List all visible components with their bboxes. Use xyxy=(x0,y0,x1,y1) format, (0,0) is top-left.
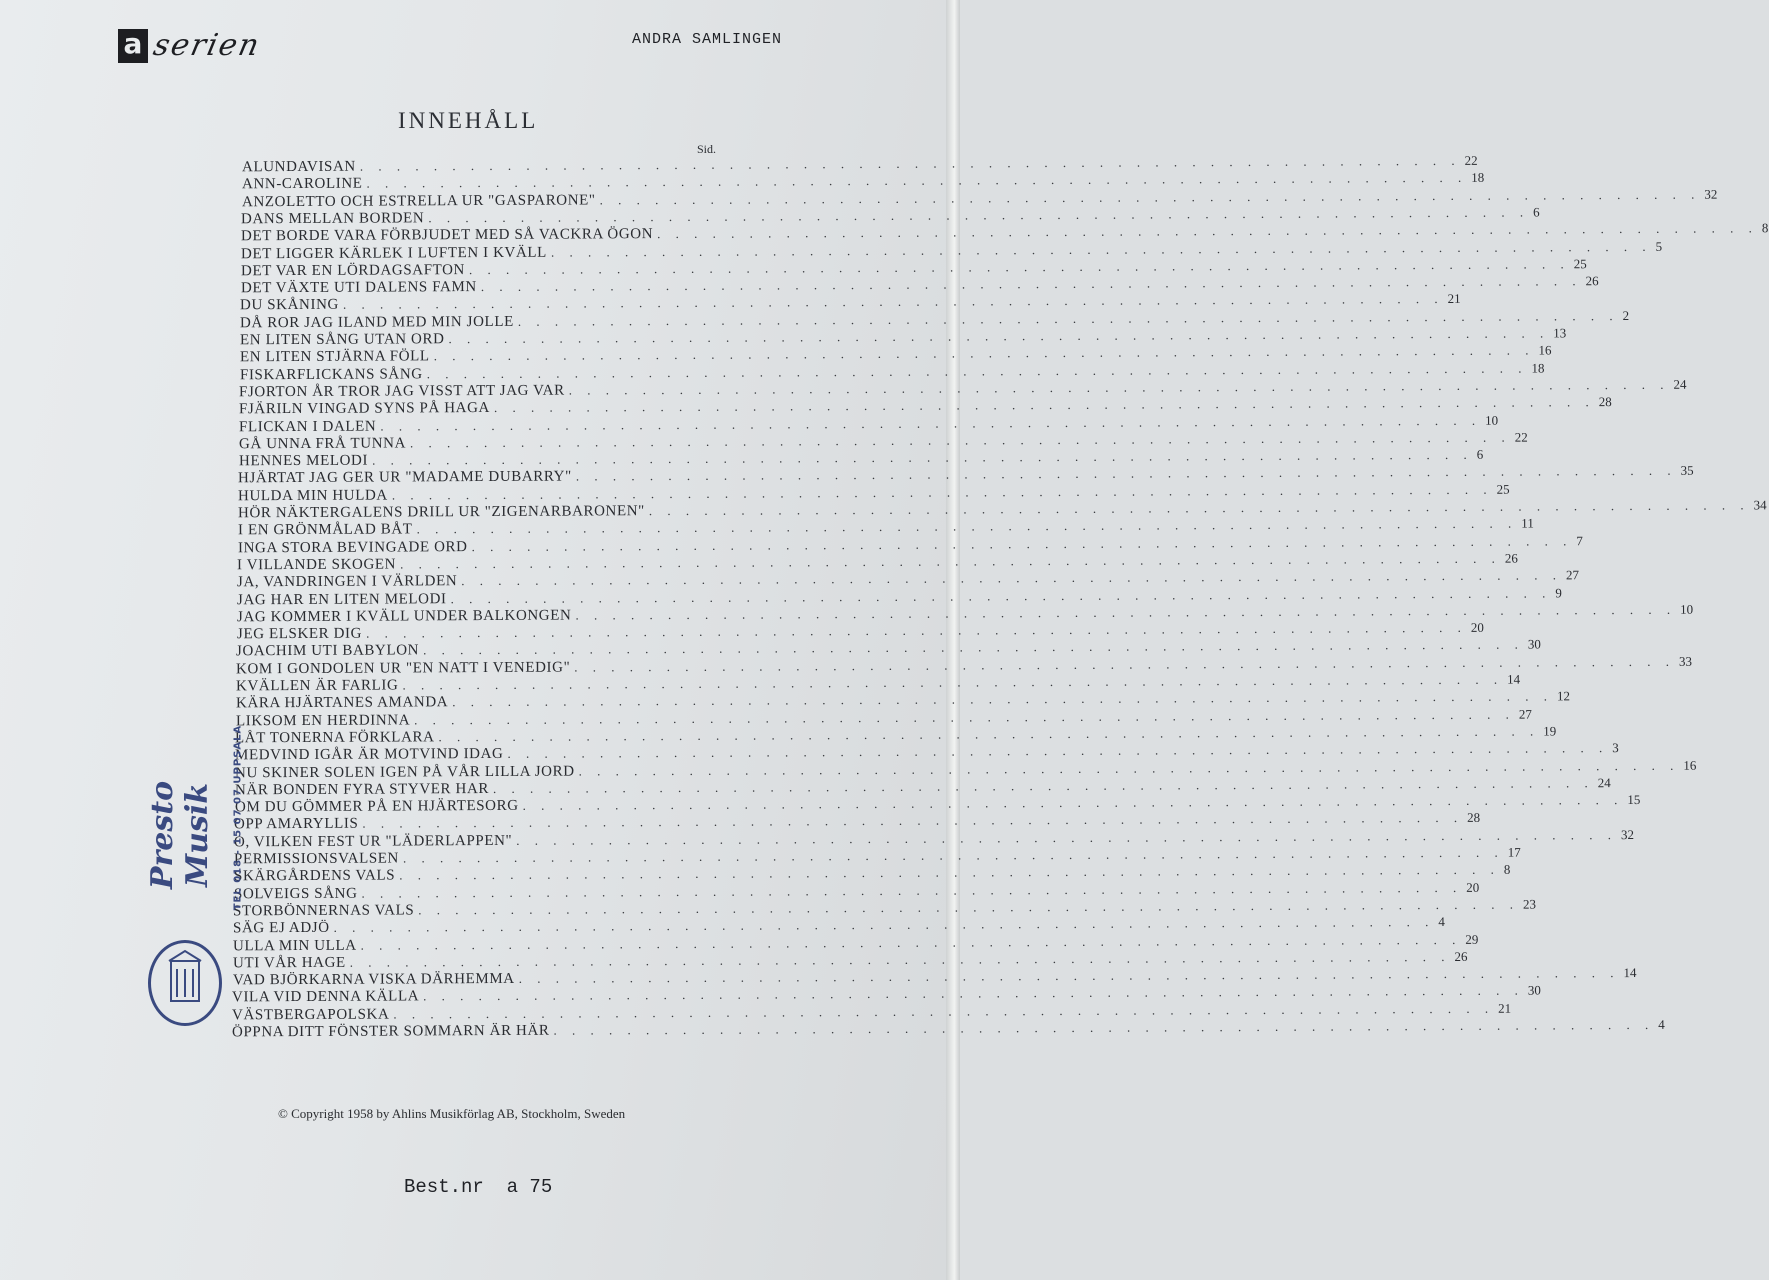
toc-entry xyxy=(241,152,1478,176)
toc-entry xyxy=(232,965,1637,989)
toc-entry-title: DET VAR EN LÖRDAGSAFTON xyxy=(240,261,465,280)
toc-entry-title: DET BORDE VARA FÖRBJUDET MED SÅ VACKRA ÖGON xyxy=(241,226,654,245)
toc-entry-title: LIKSOM EN HERDINNA xyxy=(235,712,410,729)
toc-dot-leader: . . . . . . . . . . . . . . . . . . . . . . . . . . . . . . . . . . . . . . . . . . . . . . . . . . . . . . . . . . . . xyxy=(480,273,1582,295)
toc-entry-page: 20 xyxy=(1465,879,1479,895)
toc-dot-leader: . . . . . . . . . . . . . . . . . . . . . . . . . . . . . . . . . . . . . . . . . . . . . . . . . . . . . . . . . . . . xyxy=(400,550,1502,572)
toc-entry xyxy=(235,723,1557,747)
toc-entry xyxy=(232,931,1479,954)
toc-entry-title: VILA VID DENNA KÄLLA xyxy=(232,988,420,1006)
toc-entry xyxy=(235,671,1521,695)
toc-entry xyxy=(239,342,1552,366)
toc-entry-title: JA, VANDRINGEN I VÄRLDEN xyxy=(237,573,458,591)
toc-dot-leader: . . . . . . . . . . . . . . . . . . . . . . . . . . . . . . . . . . . . . . . . . . . . . . . . . . . . . . . . . . . . xyxy=(507,740,1609,762)
toc-entry xyxy=(234,757,1697,781)
toc-entry xyxy=(240,291,1462,314)
toc-entry-title: OPP AMARYLLIS xyxy=(234,816,359,833)
toc-entry-title: SÄG EJ ADJÖ xyxy=(233,920,330,937)
toc-entry-page: 6 xyxy=(1533,204,1540,220)
toc-dot-leader: . . . . . . . . . . . . . . . . . . . . . . . . . . . . . . . . . . . . . . . . . . . . . . . . . . . . . . . . . . . . xyxy=(492,775,1594,796)
toc-dot-leader: . . . . . . . . . . . . . . . . . . . . . . . . . . . . . . . . . . . . . . . . . . . . . . . . . . . . . . . . . . . . xyxy=(428,204,1530,226)
toc-entry-title: I VILLANDE SKOGEN xyxy=(237,556,397,574)
toc-entry-title: FJORTON ÅR TROR JAG VISST ATT JAG VAR xyxy=(239,382,566,401)
toc-entry xyxy=(232,1000,1512,1024)
toc-entry xyxy=(231,1016,1665,1041)
toc-entry xyxy=(237,515,1534,539)
toc-dot-leader: . . . . . . . . . . . . . . . . . . . . . . . . . . . . . . . . . . . . . . . . . . . . . . . . . . . . . . . . . . . . xyxy=(402,844,1504,866)
toc-entry xyxy=(241,186,1718,210)
toc-dot-leader: . . . . . . . . . . . . . . . . . . . . . . . . . . . . . . . . . . . . . . . . . . . . . . . . . . . . . . . . . . . . xyxy=(360,931,1462,953)
toc-entry xyxy=(240,307,1630,331)
toc-entry-title: I EN GRÖNMÅLAD BÅT xyxy=(237,521,413,539)
toc-entry-page: 28 xyxy=(1598,394,1612,410)
toc-entry xyxy=(234,826,1635,851)
toc-dot-leader: . . . . . . . . . . . . . . . . . . . . . . . . . . . . . . . . . . . . . . . . . . . . . . . . . . . . . . . . . . . . xyxy=(409,429,1511,451)
copyright-notice: © Copyright 1958 by Ahlins Musikförlag AB, Stockholm, Sweden xyxy=(278,1106,626,1121)
toc-entry-title: HJÄRTAT JAG GER UR "MADAME DUBARRY" xyxy=(238,468,573,487)
toc-entry-page: 25 xyxy=(1573,256,1587,272)
toc-dot-leader: . . . . . . . . . . . . . . . . . . . . . . . . . . . . . . . . . . . . . . . . . . . . . . . . . . . . . . . . . . . . xyxy=(518,965,1620,986)
toc-entry-title: VAD BJÖRKARNA VISKA DÄRHEMMA xyxy=(232,970,515,989)
toc-entry-title: ULLA MIN ULLA xyxy=(232,937,357,954)
toc-entry-page: 15 xyxy=(1626,792,1640,808)
toc-entry-page: 21 xyxy=(1448,291,1462,307)
toc-entry-page: 12 xyxy=(1556,688,1570,704)
page-title: INNEHÅLL xyxy=(398,108,539,133)
toc-entry xyxy=(238,446,1483,470)
toc-entry-title: DU SKÅNING xyxy=(240,297,340,314)
toc-entry-title: KVÄLLEN ÄR FARLIG xyxy=(235,677,399,695)
toc-dot-leader: . . . . . . . . . . . . . . . . . . . . . . . . . . . . . . . . . . . . . . . . . . . . . . . . . . . . . . . . . . . . xyxy=(648,497,1750,519)
toc-entry-title: EN LITEN SÅNG UTAN ORD xyxy=(239,331,445,349)
toc-entry-page: 10 xyxy=(1679,601,1693,617)
toc-entry xyxy=(241,204,1540,228)
toc-dot-leader: . . . . . . . . . . . . . . . . . . . . . . . . . . . . . . . . . . . . . . . . . . . . . . . . . . . . . . . . . . . . xyxy=(423,982,1525,1004)
toc-entry xyxy=(238,481,1510,504)
toc-dot-leader: . . . . . . . . . . . . . . . . . . . . . . . . . . . . . . . . . . . . . . . . . . . . . . . . . . . . . . . . . . . . xyxy=(365,619,1467,641)
toc-entry xyxy=(236,653,1693,678)
toc-entry xyxy=(241,170,1485,193)
toc-dot-leader: . . . . . . . . . . . . . . . . . . . . . . . . . . . . . . . . . . . . . . . . . . . . . . . . . . . . . . . . . . . . xyxy=(359,152,1461,174)
toc-entry xyxy=(238,412,1499,435)
toc-dot-leader: . . . . . . . . . . . . . . . . . . . . . . . . . . . . . . . . . . . . . . . . . . . . . . . . . . . . . . . . . . . . xyxy=(398,862,1500,883)
toc-entry-page: 3 xyxy=(1612,740,1619,756)
toc-dot-leader: . . . . . . . . . . . . . . . . . . . . . . . . . . . . . . . . . . . . . . . . . . . . . . . . . . . . . . . . . . . . xyxy=(599,186,1701,207)
toc-dot-leader: . . . . . . . . . . . . . . . . . . . . . . . . . . . . . . . . . . . . . . . . . . . . . . . . . . . . . . . . . . . . xyxy=(576,463,1677,484)
toc-entry-title: HENNES MELODI xyxy=(238,452,368,470)
toc-dot-leader: . . . . . . . . . . . . . . . . . . . . . . . . . . . . . . . . . . . . . . . . . . . . . . . . . . . . . . . . . . . . xyxy=(366,170,1468,191)
toc-entry-title: O, VILKEN FEST UR "LÄDERLAPPEN" xyxy=(234,832,513,851)
toc-entry xyxy=(234,792,1640,816)
toc-entry-page: 18 xyxy=(1530,360,1545,376)
toc-entry-page: 2 xyxy=(1622,307,1630,323)
toc-entry-page: 4 xyxy=(1438,914,1446,930)
toc-entry xyxy=(236,601,1693,626)
toc-entry xyxy=(234,810,1481,833)
toc-dot-leader: . . . . . . . . . . . . . . . . . . . . . . . . . . . . . . . . . . . . . . . . . . . . . . . . . . . . . . . . . . . . xyxy=(418,896,1520,918)
toc-dot-leader: . . . . . . . . . . . . . . . . . . . . . . . . . . . . . . . . . . . . . . . . . . . . . . . . . . . . . . . . . . . . xyxy=(413,706,1515,727)
order-number: Best.nr a 75 xyxy=(404,1176,553,1198)
toc-entry-page: 14 xyxy=(1623,965,1637,981)
toc-entry-page: 27 xyxy=(1566,567,1580,583)
toc-dot-leader: . . . . . . . . . . . . . . . . . . . . . . . . . . . . . . . . . . . . . . . . . . . . . . . . . . . . . . . . . . . . xyxy=(380,412,1482,434)
logo-letter: a xyxy=(118,29,148,63)
collection-label: ANDRA SAMLINGEN xyxy=(632,31,783,48)
toc-entry-page: 27 xyxy=(1518,706,1532,722)
toc-entry-title: ANN-CAROLINE xyxy=(241,175,363,193)
toc-dot-leader: . . . . . . . . . . . . . . . . . . . . . . . . . . . . . . . . . . . . . . . . . . . . . . . . . . . . . . . . . . . . xyxy=(451,688,1553,710)
toc-entry-title: DET VÄXTE UTI DALENS FAMN xyxy=(240,279,477,297)
toc-entry xyxy=(238,429,1528,453)
toc-entry xyxy=(232,982,1542,1006)
toc-dot-leader: . . . . . . . . . . . . . . . . . . . . . . . . . . . . . . . . . . . . . . . . . . . . . . . . . . . . . . . . . . . . xyxy=(471,532,1572,554)
toc-entry-title: UTI VÅR HAGE xyxy=(232,954,346,972)
toc-dot-leader: . . . . . . . . . . . . . . . . . . . . . . . . . . . . . . . . . . . . . . . . . . . . . . . . . . . . . . . . . . . . xyxy=(362,810,1464,832)
toc-dot-leader: . . . . . . . . . . . . . . . . . . . . . . . . . . . . . . . . . . . . . . . . . . . . . . . . . . . . . . . . . . . . xyxy=(550,238,1652,260)
toc-dot-leader: . . . . . . . . . . . . . . . . . . . . . . . . . . . . . . . . . . . . . . . . . . . . . . . . . . . . . . . . . . . . xyxy=(494,394,1595,416)
toc-entry-title: KOM I GONDOLEN UR "EN NATT I VENEDIG" xyxy=(236,659,571,678)
toc-entry xyxy=(238,463,1694,487)
stamp-contact: TEL 018 - 15 07 07 UPPSALA xyxy=(232,724,244,911)
toc-entry-page: 18 xyxy=(1471,170,1485,186)
toc-entry-page: 24 xyxy=(1597,774,1611,790)
toc-entry xyxy=(239,325,1567,349)
toc-entry-title: DET LIGGER KÄRLEK I LUFTEN I KVÄLL xyxy=(240,244,547,262)
toc-dot-leader: . . . . . . . . . . . . . . . . . . . . . . . . . . . . . . . . . . . . . . . . . . . . . . . . . . . . . . . . . . . . xyxy=(578,757,1680,779)
toc-dot-leader: . . . . . . . . . . . . . . . . . . . . . . . . . . . . . . . . . . . . . . . . . . . . . . . . . . . . . . . . . . . . xyxy=(448,325,1550,347)
toc-entry-page: 25 xyxy=(1496,481,1510,497)
toc-dot-leader: . . . . . . . . . . . . . . . . . . . . . . . . . . . . . . . . . . . . . . . . . . . . . . . . . . . . . . . . . . . . xyxy=(426,360,1528,381)
toc-dot-leader: . . . . . . . . . . . . . . . . . . . . . . . . . . . . . . . . . . . . . . . . . . . . . . . . . . . . . . . . . . . . xyxy=(343,291,1445,313)
toc-entry-title: SOLVEIGS SÅNG xyxy=(233,885,358,902)
toc-entry xyxy=(233,844,1521,868)
toc-entry-page: 35 xyxy=(1680,463,1694,479)
toc-entry-title: NÄR BONDEN FYRA STYVER HAR xyxy=(234,780,489,799)
toc-entry-page: 8 xyxy=(1503,861,1511,877)
page-column-label: Sid. xyxy=(697,142,717,156)
toc-entry xyxy=(233,914,1446,937)
toc-entry xyxy=(232,948,1468,972)
toc-entry xyxy=(239,394,1612,418)
toc-entry-title: STORBÖNNERNAS VALS xyxy=(233,902,415,920)
toc-entry-page: 22 xyxy=(1514,429,1528,445)
toc-entry-page: 26 xyxy=(1505,550,1519,566)
toc-dot-leader: . . . . . . . . . . . . . . . . . . . . . . . . . . . . . . . . . . . . . . . . . . . . . . . . . . . . . . . . . . . . xyxy=(371,446,1473,468)
toc-dot-leader: . . . . . . . . . . . . . . . . . . . . . . . . . . . . . . . . . . . . . . . . . . . . . . . . . . . . . . . . . . . . xyxy=(423,636,1525,658)
toc-entry-page: 16 xyxy=(1683,757,1697,773)
toc-dot-leader: . . . . . . . . . . . . . . . . . . . . . . . . . . . . . . . . . . . . . . . . . . . . . . . . . . . . . . . . . . . . xyxy=(468,256,1570,277)
toc-entry xyxy=(235,740,1619,764)
toc-entry xyxy=(237,497,1767,522)
toc-entry-page: 30 xyxy=(1528,982,1542,998)
toc-dot-leader: . . . . . . . . . . . . . . . . . . . . . . . . . . . . . . . . . . . . . . . . . . . . . . . . . . . . . . . . . . . . xyxy=(522,792,1623,813)
toc-entry-title: KÄRA HJÄRTANES AMANDA xyxy=(235,694,449,712)
toc-entry-title: FLICKAN I DALEN xyxy=(238,418,377,435)
toc-entry-page: 32 xyxy=(1703,186,1718,202)
toc-entry-page: 26 xyxy=(1454,948,1468,964)
toc-entry-title: PERMISSIONSVALSEN xyxy=(233,850,400,868)
toc-entry-page: 8 xyxy=(1762,220,1769,236)
toc-entry xyxy=(237,567,1580,591)
toc-dot-leader: . . . . . . . . . . . . . . . . . . . . . . . . . . . . . . . . . . . . . . . . . . . . . . . . . . . . . . . . . . . . xyxy=(516,826,1618,848)
toc-entry-page: 26 xyxy=(1585,273,1599,289)
toc-entry-page: 29 xyxy=(1465,931,1479,947)
toc-dot-leader: . . . . . . . . . . . . . . . . . . . . . . . . . . . . . . . . . . . . . . . . . . . . . . . . . . . . . . . . . . . . xyxy=(450,584,1552,606)
toc-entry-title: DANS MELLAN BORDEN xyxy=(241,210,425,228)
toc-entry xyxy=(240,273,1599,297)
toc-entry-page: 33 xyxy=(1679,653,1693,669)
toc-entry-title: SKÄRGÅRDENS VALS xyxy=(233,867,396,885)
toc-entry-page: 13 xyxy=(1553,325,1567,341)
toc-entry-title: DÅ ROR JAG ILAND MED MIN JOLLE xyxy=(240,313,515,331)
toc-entry-title: VÄSTBERGAPOLSKA xyxy=(232,1006,390,1024)
toc-entry-title: JAG KOMMER I KVÄLL UNDER BALKONGEN xyxy=(236,607,572,626)
stamp-shop-name: Presto Musik xyxy=(145,780,215,890)
toc-entry-title: HÖR NÄKTERGALENS DRILL UR "ZIGENARBARONEN" xyxy=(237,503,645,522)
toc-dot-leader: . . . . . . . . . . . . . . . . . . . . . . . . . . . . . . . . . . . . . . . . . . . . . . . . . . . . . . . . . . . . xyxy=(574,653,1676,675)
toc-entry-title: ALUNDAVISAN xyxy=(241,158,356,176)
toc-dot-leader: . . . . . . . . . . . . . . . . . . . . . . . . . . . . . . . . . . . . . . . . . . . . . . . . . . . . . . . . . . . . xyxy=(657,220,1759,242)
toc-entry xyxy=(236,636,1542,660)
toc-dot-leader: . . . . . . . . . . . . . . . . . . . . . . . . . . . . . . . . . . . . . . . . . . . . . . . . . . . . . . . . . . . . xyxy=(553,1016,1655,1038)
toc-entry-page: 4 xyxy=(1658,1016,1665,1032)
toc-entry-page: 21 xyxy=(1498,1000,1512,1016)
toc-entry-page: 17 xyxy=(1507,844,1521,860)
toc-entry xyxy=(234,774,1611,799)
toc-entry-page: 7 xyxy=(1575,532,1583,548)
toc-entry xyxy=(237,550,1519,574)
toc-entry-title: MEDVIND IGÅR ÄR MOTVIND IDAG xyxy=(235,746,504,764)
toc-entry-page: 14 xyxy=(1507,671,1521,687)
toc-entry-page: 20 xyxy=(1470,619,1484,635)
toc-entry xyxy=(236,619,1484,643)
toc-entry-title: INGA STORA BEVINGADE ORD xyxy=(237,538,468,556)
toc-entry-title: JOACHIM UTI BABYLON xyxy=(236,642,420,660)
toc-entry xyxy=(233,879,1479,902)
toc-entry-title: ÖPPNA DITT FÖNSTER SOMMARN ÄR HÄR xyxy=(231,1022,550,1041)
toc-entry-page: 23 xyxy=(1523,896,1537,912)
toc-entry xyxy=(237,532,1583,556)
toc-dot-leader: . . . . . . . . . . . . . . . . . . . . . . . . . . . . . . . . . . . . . . . . . . . . . . . . . . . . . . . . . . . . xyxy=(416,515,1518,537)
toc-entry-page: 22 xyxy=(1464,152,1478,168)
stamp-seal-icon xyxy=(148,940,222,1026)
toc-entry-page: 30 xyxy=(1528,636,1542,652)
toc-entry-page: 28 xyxy=(1467,810,1481,826)
toc-dot-leader: . . . . . . . . . . . . . . . . . . . . . . . . . . . . . . . . . . . . . . . . . . . . . . . . . . . . . . . . . . . . xyxy=(517,307,1619,329)
toc-dot-leader: . . . . . . . . . . . . . . . . . . . . . . . . . . . . . . . . . . . . . . . . . . . . . . . . . . . . . . . . . . . . xyxy=(402,671,1504,693)
toc-dot-leader: . . . . . . . . . . . . . . . . . . . . . . . . . . . . . . . . . . . . . . . . . . . . . . . . . . . . . . . . . . . . xyxy=(333,914,1435,936)
toc-dot-leader: . . . . . . . . . . . . . . . . . . . . . . . . . . . . . . . . . . . . . . . . . . . . . . . . . . . . . . . . . . . . xyxy=(349,948,1451,970)
toc-entry-page: 32 xyxy=(1621,826,1635,842)
toc-entry-page: 24 xyxy=(1673,376,1687,392)
toc-entry-page: 5 xyxy=(1655,238,1663,254)
toc-dot-leader: . . . . . . . . . . . . . . . . . . . . . . . . . . . . . . . . . . . . . . . . . . . . . . . . . . . . . . . . . . . . xyxy=(433,342,1535,364)
toc-entry-title: NU SKINER SOLEN IGEN PÅ VÅR LILLA JORD xyxy=(234,763,575,781)
toc-entry-title: JEG ELSKER DIG xyxy=(236,625,362,643)
toc-entry xyxy=(240,256,1587,280)
toc-entry-title: JAG HAR EN LITEN MELODI xyxy=(236,590,447,608)
toc-entry-title: OM DU GÖMMER PÅ EN HJÄRTESORG xyxy=(234,797,519,816)
toc-entry-page: 11 xyxy=(1521,515,1534,531)
toc-entry-page: 10 xyxy=(1485,412,1499,428)
toc-dot-leader: . . . . . . . . . . . . . . . . . . . . . . . . . . . . . . . . . . . . . . . . . . . . . . . . . . . . . . . . . . . . xyxy=(393,1000,1495,1022)
toc-entry-title: GÅ UNNA FRÅ TUNNA xyxy=(238,435,406,453)
toc-dot-leader: . . . . . . . . . . . . . . . . . . . . . . . . . . . . . . . . . . . . . . . . . . . . . . . . . . . . . . . . . . . . xyxy=(361,879,1462,901)
toc-entry-page: 9 xyxy=(1555,584,1562,600)
logo-word: serien xyxy=(150,28,264,63)
toc-entry xyxy=(239,376,1687,401)
toc-entry xyxy=(235,706,1532,729)
toc-entry-title: FISKARFLICKANS SÅNG xyxy=(239,365,423,383)
toc-entry xyxy=(233,896,1537,920)
toc-dot-leader: . . . . . . . . . . . . . . . . . . . . . . . . . . . . . . . . . . . . . . . . . . . . . . . . . . . . . . . . . . . . xyxy=(391,481,1493,503)
toc-entry-title: LÅT TONERNA FÖRKLARA xyxy=(235,729,435,747)
toc-entry-title: FJÄRILN VINGAD SYNS PÅ HAGA xyxy=(239,400,491,418)
toc-entry xyxy=(241,220,1769,245)
shop-stamp xyxy=(140,700,244,1030)
toc-entry xyxy=(240,238,1663,262)
toc-entry-page: 16 xyxy=(1538,342,1552,358)
toc-entry xyxy=(235,688,1570,712)
toc-entry-title: HULDA MIN HULDA xyxy=(238,487,389,504)
toc-entry xyxy=(239,360,1545,383)
toc-dot-leader: . . . . . . . . . . . . . . . . . . . . . . . . . . . . . . . . . . . . . . . . . . . . . . . . . . . . . . . . . . . . xyxy=(575,601,1676,623)
series-logo xyxy=(118,26,264,63)
toc-entry-title: ANZOLETTO OCH ESTRELLA UR "GASPARONE" xyxy=(241,191,596,210)
toc-entry-page: 19 xyxy=(1543,723,1557,739)
toc-entry xyxy=(236,584,1562,608)
toc-entry-page: 6 xyxy=(1476,446,1483,462)
toc-entry xyxy=(233,861,1511,885)
toc-entry-title: EN LITEN STJÄRNA FÖLL xyxy=(239,348,430,366)
toc-dot-leader: . . . . . . . . . . . . . . . . . . . . . . . . . . . . . . . . . . . . . . . . . . . . . . . . . . . . . . . . . . . . xyxy=(569,376,1670,398)
toc-entry-page: 34 xyxy=(1753,497,1767,513)
toc-dot-leader: . . . . . . . . . . . . . . . . . . . . . . . . . . . . . . . . . . . . . . . . . . . . . . . . . . . . . . . . . . . . xyxy=(438,723,1540,745)
toc-dot-leader: . . . . . . . . . . . . . . . . . . . . . . . . . . . . . . . . . . . . . . . . . . . . . . . . . . . . . . . . . . . . xyxy=(461,567,1563,589)
